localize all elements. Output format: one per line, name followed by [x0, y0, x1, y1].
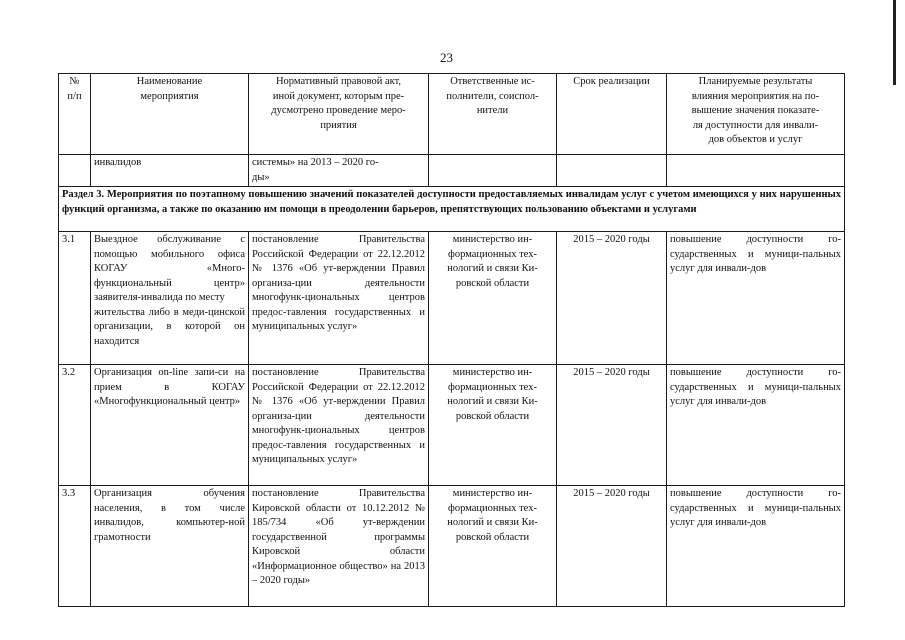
cell-num: 3.2: [59, 365, 91, 486]
cell-act: постановление Правительства Российской Федерации от 22.12.2012 № 1376 «Об ут-верждении Правил организа-ции деятельности многофунк-циональных центров предос-тавления государственных и муниципальных услуг»: [249, 232, 429, 365]
cell-num: 3.3: [59, 486, 91, 607]
header-responsible: Ответственные ис- полнители, соиспол- нители: [429, 74, 557, 155]
cell-term: 2015 – 2020 годы: [557, 232, 667, 365]
cell-name: Выездное обслуживание с помощью мобильного офиса КОГАУ «Много-функциональный центр» заявителя-инвалида по месту жительства либо в меди-цинской организации, в которой он находится: [91, 232, 249, 365]
continuation-row: [59, 155, 845, 187]
cell-responsible: министерство ин- формационных тех- нологий и связи Ки- ровской области: [429, 232, 557, 365]
cell-term: 2015 – 2020 годы: [557, 486, 667, 607]
cell-act: системы» на 2013 – 2020 го- ды»: [249, 155, 429, 187]
cell-responsible: министерство ин- формационных тех- нологий и связи Ки- ровской области: [429, 365, 557, 486]
measures-table: [58, 73, 845, 607]
table-row: [59, 365, 845, 486]
cell-num: 3.1: [59, 232, 91, 365]
header-num: № п/п: [59, 74, 91, 155]
cell-responsible: министерство ин- формационных тех- нологий и связи Ки- ровской области: [429, 486, 557, 607]
cell-term: 2015 – 2020 годы: [557, 365, 667, 486]
header-result: Планируемые результаты влияния мероприятия на по- вышение значения показате- ля доступности для инвали- дов объектов и услуг: [667, 74, 845, 155]
cell-name: Организация on-line запи-си на прием в КОГАУ «Многофункциональный центр»: [91, 365, 249, 486]
cell-result: повышение доступности го-сударственных и муници-пальных услуг для инвали-дов: [667, 365, 845, 486]
header-name: Наименование мероприятия: [91, 74, 249, 155]
cell-name: Организация обучения населения, в том числе инвалидов, компьютер-ной грамотности: [91, 486, 249, 607]
cell-result: [667, 155, 845, 187]
header-term: Срок реализации: [557, 74, 667, 155]
page-number: 23: [440, 50, 453, 65]
cell-num: [59, 155, 91, 187]
section-title: Раздел 3. Мероприятия по поэтапному повышению значений показателей доступности предоставляемых инвалидам услуг с учетом имеющихся у них нарушенных функций организма, а также по оказанию им помощи в преодолении барьеров, препятствующих пользованию объектами и услугами: [59, 187, 845, 232]
table-row: [59, 232, 845, 365]
scan-edge-line: [893, 0, 896, 85]
cell-result: повышение доступности го-сударственных и муници-пальных услуг для инвали-дов: [667, 486, 845, 607]
cell-result: повышение доступности го-сударственных и муници-пальных услуг для инвали-дов: [667, 232, 845, 365]
cell-name: инвалидов: [91, 155, 249, 187]
cell-responsible: [429, 155, 557, 187]
cell-act: постановление Правительства Кировской области от 10.12.2012 № 185/734 «Об ут-верждении государственной программы Кировской области «Информационное общество» на 2013 – 2020 годы»: [249, 486, 429, 607]
cell-act: постановление Правительства Российской Федерации от 22.12.2012 № 1376 «Об ут-верждении Правил организа-ции деятельности многофунк-циональных центров предос-тавления государственных и муниципальных услуг»: [249, 365, 429, 486]
table-header-row: [59, 74, 845, 155]
cell-term: [557, 155, 667, 187]
table-row: [59, 486, 845, 607]
header-act: Нормативный правовой акт, иной документ, которым пре- дусмотрено проведение меро- приятия: [249, 74, 429, 155]
section-row: [59, 187, 845, 232]
